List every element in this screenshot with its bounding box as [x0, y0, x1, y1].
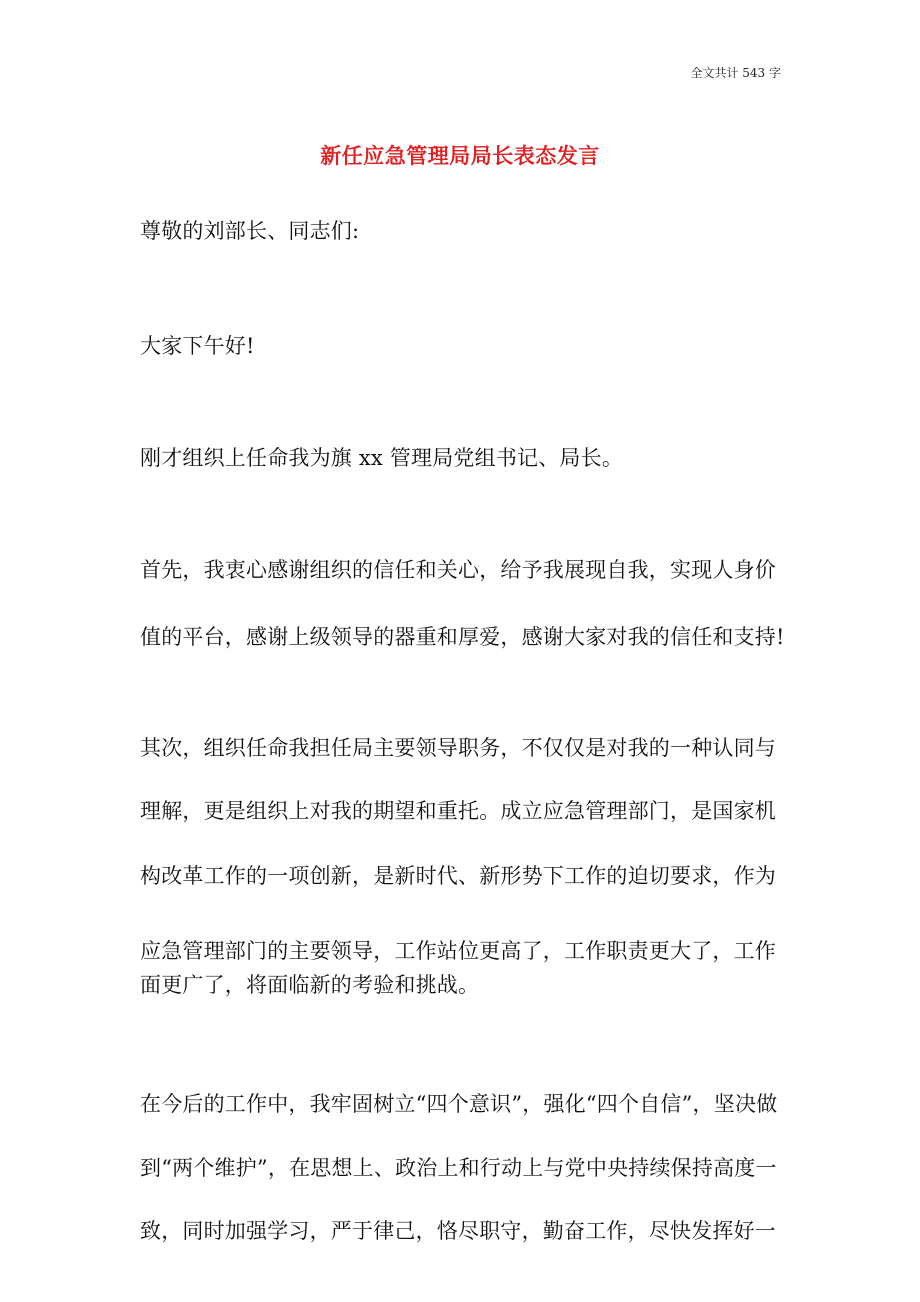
paragraph-line: 首先，我衷心感谢组织的信任和关心，给予我展现自我，实现人身价 [140, 558, 776, 582]
paragraph-line: 刚才组织上任命我为旗 xx 管理局党组书记、局长。 [140, 446, 624, 470]
paragraph-line: 致，同时加强学习，严于律己，恪尽职守，勤奋工作，尽快发挥好一 [140, 1219, 776, 1243]
greeting: 大家下午好! [140, 334, 255, 358]
paragraph-line: 理解，更是组织上对我的期望和重托。成立应急管理部门，是国家机 [140, 799, 776, 823]
paragraph-line: 值的平台，感谢上级领导的器重和厚爱，感谢大家对我的信任和支持! [140, 625, 785, 649]
salutation: 尊敬的刘部长、同志们: [140, 219, 360, 243]
paragraph-line: 构改革工作的一项创新，是新时代、新形势下工作的迫切要求，作为 [140, 864, 776, 888]
document-title: 新任应急管理局局长表态发言 [320, 143, 600, 168]
paragraph-line: 在今后的工作中，我牢固树立“四个意识”，强化“四个自信”，坚决做 [140, 1092, 778, 1116]
paragraph-line: 其次，组织任命我担任局主要领导职务，不仅仅是对我的一种认同与 [140, 736, 776, 760]
paragraph-line: 面更广了，将面临新的考验和挑战。 [140, 973, 480, 997]
paragraph-line: 应急管理部门的主要领导，工作站位更高了，工作职责更大了，工作 [140, 939, 776, 963]
word-count: 全文共计 543 字 [690, 66, 781, 80]
paragraph-line: 到“两个维护”，在思想上、政治上和行动上与党中央持续保持高度一 [140, 1156, 777, 1180]
